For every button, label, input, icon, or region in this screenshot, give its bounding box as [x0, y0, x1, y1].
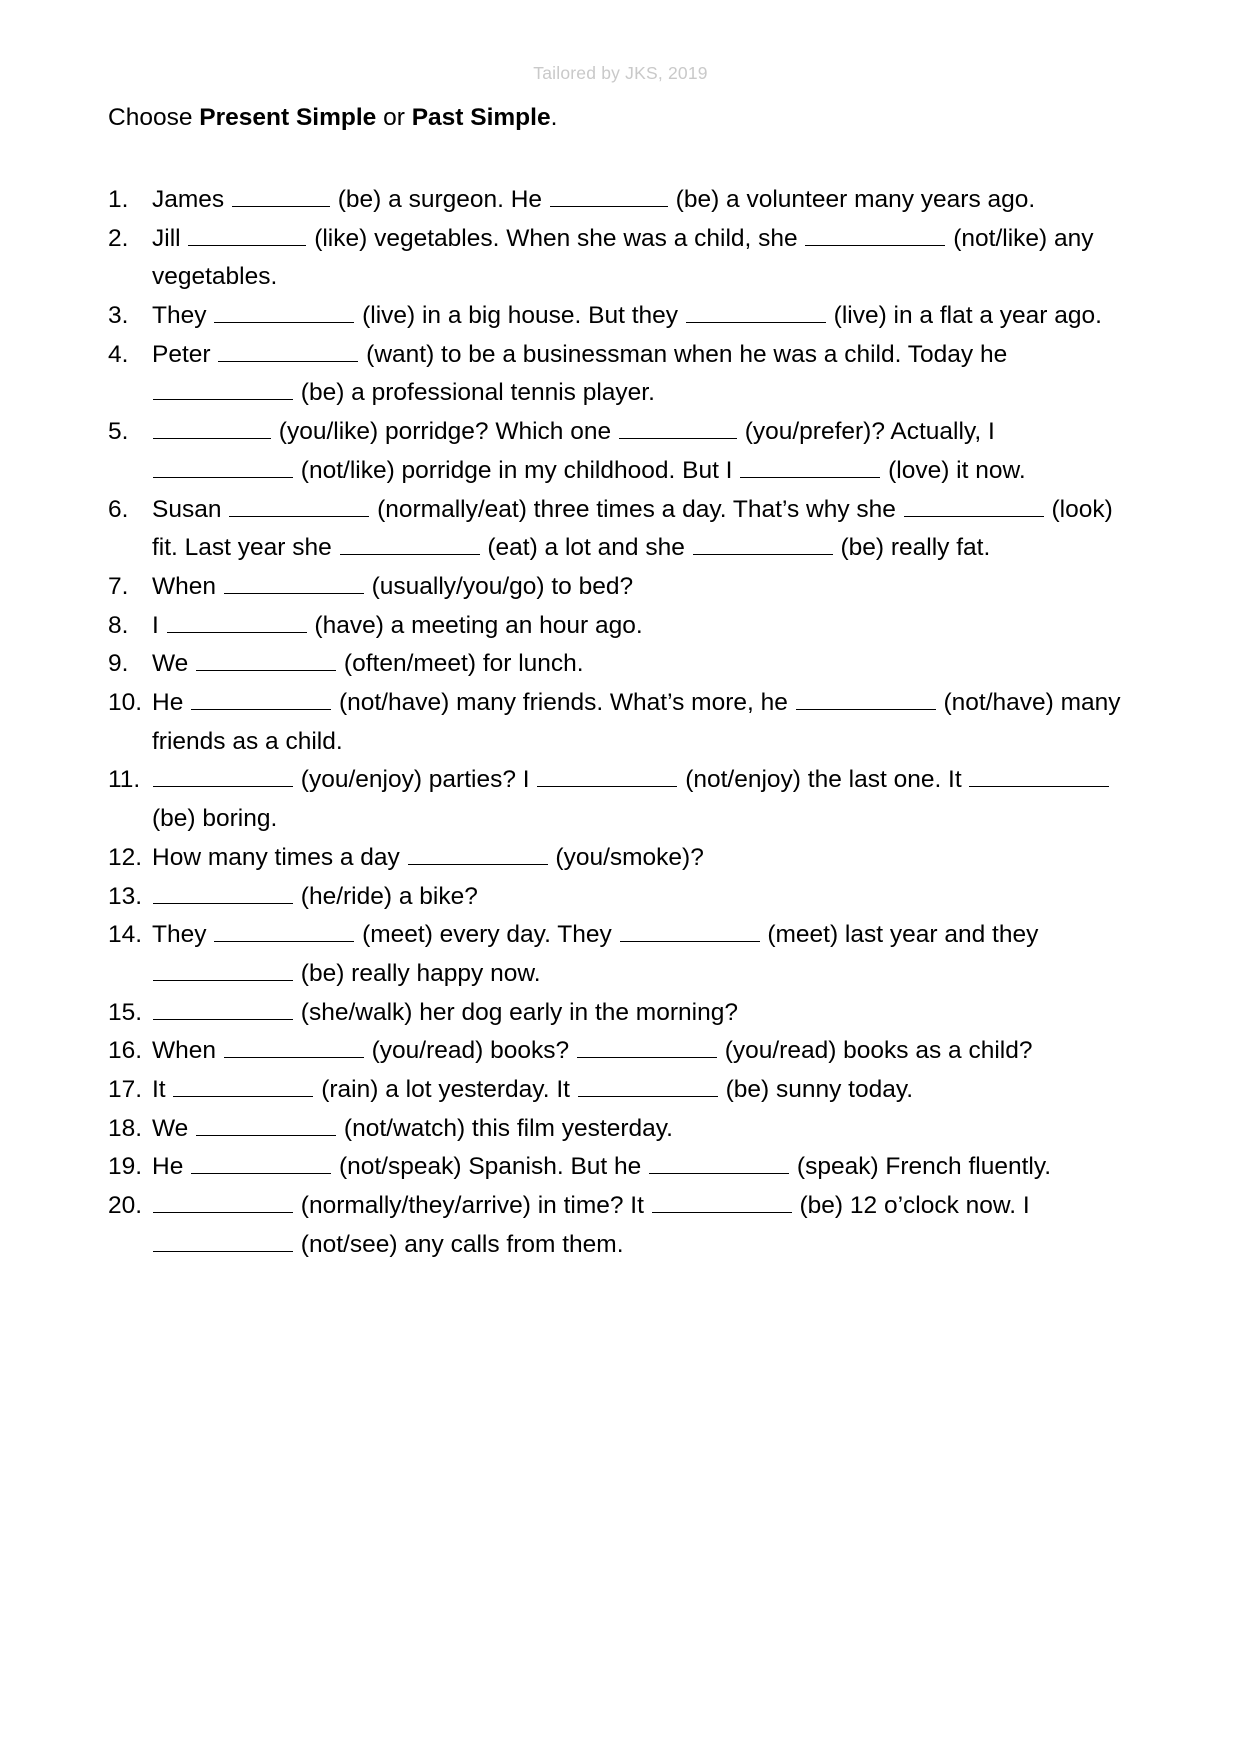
exercise-text: [152, 1032, 1128, 1071]
answer-blank[interactable]: [153, 1189, 293, 1214]
answer-blank[interactable]: [173, 1073, 313, 1098]
exercise-text-segment: (be) 12 o’clock now. I: [792, 1192, 1030, 1220]
exercise-text-segment: (be) a professional tennis player.: [294, 379, 655, 407]
exercise-text-segment: (be) boring.: [152, 805, 278, 833]
exercise-number: 19.: [108, 1153, 143, 1181]
exercise-item: [108, 297, 1128, 336]
exercise-text-segment: (not/speak) Spanish. But he: [332, 1153, 649, 1181]
answer-blank[interactable]: [904, 492, 1044, 517]
answer-blank[interactable]: [191, 1150, 331, 1175]
exercise-text-segment: (eat) a lot and she: [480, 534, 692, 562]
exercise-item: [108, 413, 1128, 490]
answer-blank[interactable]: [153, 376, 293, 401]
exercise-text-segment: It: [152, 1076, 173, 1104]
exercise-text: [152, 684, 1128, 761]
answer-blank[interactable]: [153, 995, 293, 1020]
exercise-text-segment: (look) fit. Last year she: [152, 495, 1113, 562]
exercise-item: [108, 220, 1128, 297]
exercise-number: 16.: [108, 1037, 143, 1065]
exercise-text: [152, 1148, 1128, 1187]
exercise-text-segment: (rain) a lot yesterday. It: [314, 1076, 577, 1104]
exercise-number: 4.: [108, 340, 129, 368]
exercise-text-segment: (live) in a big house. But they: [355, 301, 685, 329]
answer-blank[interactable]: [196, 1111, 336, 1136]
exercise-number: 6.: [108, 495, 129, 523]
exercise-text: [152, 220, 1128, 297]
exercise-text-segment: (you/read) books?: [364, 1037, 576, 1065]
exercise-item: [108, 568, 1128, 607]
exercise-number: 3.: [108, 301, 129, 329]
exercise-text-segment: (be) really happy now.: [294, 959, 541, 987]
title-bold-past-simple: Past Simple: [411, 104, 551, 131]
answer-blank[interactable]: [153, 956, 293, 981]
exercise-number: 10.: [108, 689, 143, 717]
answer-blank[interactable]: [214, 918, 354, 943]
answer-blank[interactable]: [686, 298, 826, 323]
exercise-number: 1.: [108, 185, 129, 213]
exercise-text-segment: (usually/you/go) to bed?: [364, 572, 634, 600]
exercise-text-segment: (not/have) many friends as a child.: [152, 689, 1121, 755]
exercise-item: [108, 994, 1128, 1033]
exercise-text-segment: (not/watch) this film yesterday.: [337, 1114, 673, 1142]
exercise-item: [108, 1071, 1128, 1110]
exercise-text-segment: (often/meet) for lunch.: [337, 650, 584, 678]
exercise-text-segment: (not/enjoy) the last one. It: [678, 766, 969, 794]
exercise-text-segment: Peter: [152, 340, 218, 368]
answer-blank[interactable]: [153, 879, 293, 904]
answer-blank[interactable]: [578, 1073, 718, 1098]
exercise-text-segment: James: [152, 185, 231, 213]
answer-blank[interactable]: [969, 763, 1109, 788]
exercise-text-segment: (not/like) porridge in my childhood. But I: [294, 456, 740, 484]
exercise-number: 15.: [108, 998, 143, 1026]
exercise-text-segment: We: [152, 1114, 196, 1142]
exercise-text-segment: (be) a surgeon. He: [330, 185, 549, 213]
exercise-text-segment: (be) a volunteer many years ago.: [668, 185, 1036, 213]
exercise-number: 20.: [108, 1192, 143, 1220]
exercise-text-segment: Jill: [152, 224, 188, 252]
exercise-text: [152, 878, 1128, 917]
answer-blank[interactable]: [167, 608, 307, 633]
exercise-text-segment: We: [152, 650, 196, 678]
exercise-text-segment: (meet) every day. They: [355, 921, 619, 949]
exercise-text: [152, 645, 1128, 684]
answer-blank[interactable]: [805, 221, 945, 246]
answer-blank[interactable]: [229, 492, 369, 517]
exercise-text-segment: (be) sunny today.: [718, 1076, 914, 1104]
title-suffix: .: [550, 104, 558, 131]
answer-blank[interactable]: [740, 453, 880, 478]
answer-blank[interactable]: [153, 763, 293, 788]
answer-blank[interactable]: [153, 1227, 293, 1252]
exercise-text: [152, 994, 1128, 1033]
exercise-text-segment: I: [152, 611, 166, 639]
exercise-text-segment: (love) it now.: [881, 456, 1026, 484]
exercise-text-segment: How many times a day: [152, 843, 407, 871]
exercise-number: 18.: [108, 1114, 143, 1142]
exercise-number: 13.: [108, 882, 143, 910]
exercise-text-segment: (live) in a flat a year ago.: [826, 301, 1102, 329]
exercise-text-segment: (not/have) many friends. What’s more, he: [332, 689, 795, 717]
answer-blank[interactable]: [537, 763, 677, 788]
answer-blank[interactable]: [652, 1189, 792, 1214]
exercise-number: 11.: [108, 766, 141, 794]
answer-blank[interactable]: [340, 531, 480, 556]
exercise-item: [108, 1187, 1128, 1264]
exercise-text-segment: (normally/they/arrive) in time? It: [294, 1192, 651, 1220]
answer-blank[interactable]: [188, 221, 306, 246]
exercise-text: [152, 761, 1128, 838]
exercise-number: 14.: [108, 921, 143, 949]
exercise-item: [108, 1032, 1128, 1071]
exercise-item: [108, 645, 1128, 684]
exercise-text-segment: (he/ride) a bike?: [294, 882, 478, 910]
exercise-number: 7.: [108, 572, 129, 600]
answer-blank[interactable]: [408, 840, 548, 865]
exercise-text-segment: (normally/eat) three times a day. That’s why she: [370, 495, 903, 523]
exercise-text: [152, 1071, 1128, 1110]
exercise-text-segment: (speak) French fluently.: [790, 1153, 1052, 1181]
exercise-text-segment: When: [152, 572, 223, 600]
exercise-item: [108, 181, 1128, 220]
exercise-item: [108, 839, 1128, 878]
exercise-text-segment: (not/see) any calls from them.: [294, 1230, 624, 1258]
document-header-note: Tailored by JKS, 2019: [533, 63, 708, 83]
exercise-text-segment: (meet) last year and they: [760, 921, 1039, 949]
exercise-text: [152, 839, 1128, 878]
answer-blank[interactable]: [191, 686, 331, 711]
exercise-item: [108, 491, 1128, 568]
page-title: [108, 103, 1128, 133]
exercise-item: [108, 1110, 1128, 1149]
exercise-number: 9.: [108, 650, 129, 678]
exercise-text: [152, 297, 1128, 336]
exercise-item: [108, 607, 1128, 646]
exercise-text-segment: (like) vegetables. When she was a child, she: [307, 224, 805, 252]
exercise-item: [108, 878, 1128, 917]
answer-blank[interactable]: [619, 415, 737, 440]
exercise-text: [152, 607, 1128, 646]
exercise-text-segment: (have) a meeting an hour ago.: [307, 611, 643, 639]
exercise-text-segment: He: [152, 1153, 191, 1181]
exercise-text: [152, 491, 1128, 568]
exercise-item: [108, 916, 1128, 993]
exercise-item: [108, 684, 1128, 761]
title-prefix: Choose: [108, 104, 200, 131]
exercise-text-segment: (you/enjoy) parties? I: [294, 766, 537, 794]
worksheet-content: [108, 103, 1128, 1265]
answer-blank[interactable]: [796, 686, 936, 711]
exercise-number: 8.: [108, 611, 129, 639]
exercise-text: [152, 413, 1128, 490]
exercise-text-segment: He: [152, 689, 191, 717]
answer-blank[interactable]: [550, 182, 668, 207]
answer-blank[interactable]: [196, 647, 336, 672]
exercise-item: [108, 1148, 1128, 1187]
answer-blank[interactable]: [218, 337, 358, 362]
answer-blank[interactable]: [224, 569, 364, 594]
answer-blank[interactable]: [620, 918, 760, 943]
exercise-text: [152, 336, 1128, 413]
exercise-text: [152, 181, 1128, 220]
exercise-text: [152, 568, 1128, 607]
exercise-list: [108, 181, 1128, 1265]
exercise-text-segment: (want) to be a businessman when he was a child. Today he: [359, 340, 1008, 368]
answer-blank[interactable]: [224, 1034, 364, 1059]
answer-blank[interactable]: [232, 182, 330, 207]
exercise-text-segment: (you/read) books as a child?: [717, 1037, 1033, 1065]
title-bold-present-simple: Present Simple: [199, 104, 377, 131]
exercise-number: 12.: [108, 843, 143, 871]
exercise-item: [108, 336, 1128, 413]
exercise-text-segment: They: [152, 921, 214, 949]
answer-blank[interactable]: [153, 415, 271, 440]
answer-blank[interactable]: [577, 1034, 717, 1059]
exercise-text-segment: (you/like) porridge? Which one: [272, 418, 618, 446]
exercise-item: [108, 761, 1128, 838]
exercise-text-segment: (not/like) any vegetables.: [152, 224, 1094, 291]
answer-blank[interactable]: [214, 298, 354, 323]
exercise-number: 17.: [108, 1076, 143, 1104]
exercise-number: 5.: [108, 418, 129, 446]
exercise-text-segment: (you/prefer)? Actually, I: [737, 418, 995, 446]
answer-blank[interactable]: [693, 531, 833, 556]
exercise-number: 2.: [108, 224, 129, 252]
exercise-text-segment: (be) really fat.: [833, 534, 991, 562]
answer-blank[interactable]: [153, 453, 293, 478]
exercise-text-segment: When: [152, 1037, 223, 1065]
exercise-text: [152, 1187, 1128, 1264]
answer-blank[interactable]: [649, 1150, 789, 1175]
exercise-text: [152, 916, 1128, 993]
exercise-text-segment: (she/walk) her dog early in the morning?: [294, 998, 738, 1026]
title-middle: or: [376, 104, 412, 131]
exercise-text-segment: Susan: [152, 495, 229, 523]
exercise-text-segment: (you/smoke)?: [548, 843, 704, 871]
exercise-text-segment: They: [152, 301, 214, 329]
exercise-text: [152, 1110, 1128, 1149]
